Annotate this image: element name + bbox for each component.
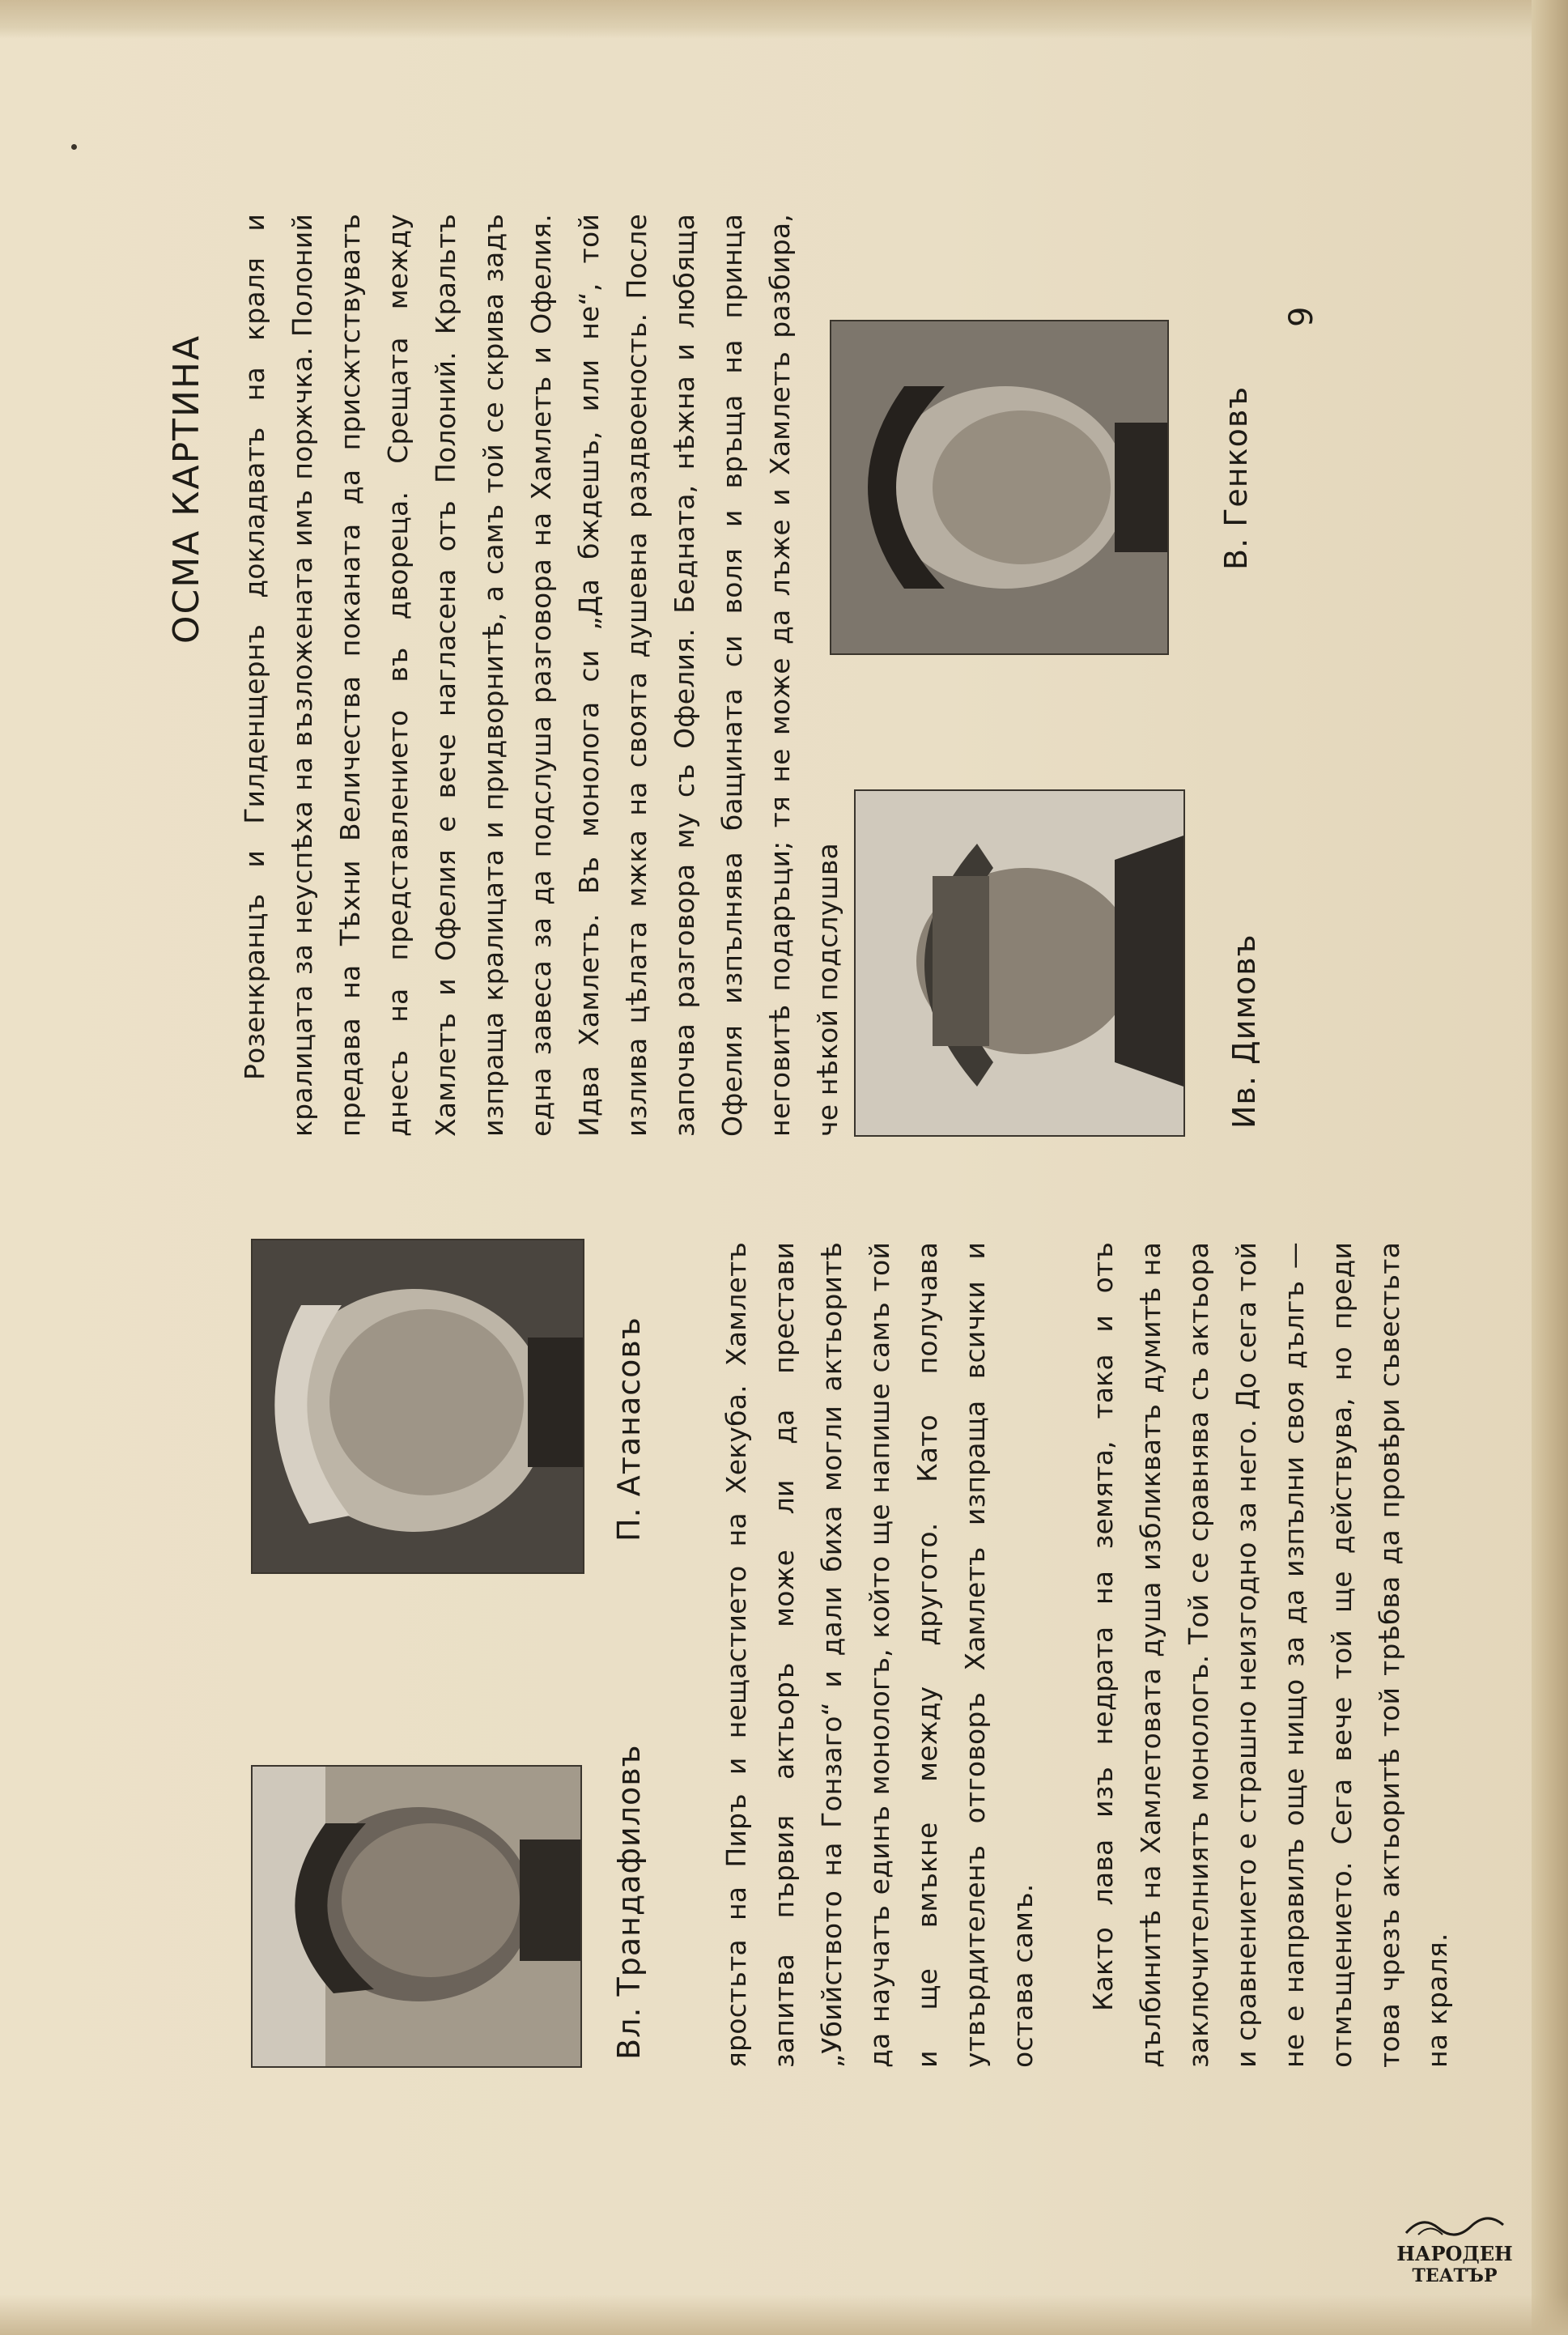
portrait-photo-atanasov (251, 1239, 584, 1574)
section-title: ОСМА КАРТИНА (166, 334, 207, 644)
caption-atanasov: П. Атанасовъ (611, 1316, 647, 1542)
left-text-column (712, 1242, 1494, 2068)
right-text-column (231, 214, 884, 1137)
page-number: 9 (1283, 306, 1320, 327)
theatre-stamp-logo (1394, 2210, 1515, 2287)
portrait-photo-dimov (854, 789, 1185, 1137)
portrait-photo-genkov (830, 320, 1169, 655)
left-paragraph-2: Както лава изъ недрата на земята, така и отъ дълбинитѣ на Хамлетовата душа избликватъ думитѣ на заключителниятъ монологъ. Той се сравнява съ актьора и сравнението е страшно неизгодно за него. До сега той не е направилъ още нищо за да изпълни своя дългъ — отмъщението. Сега вече той ще действува, но преди това чрезъ актьоритѣ той трѣбва да провѣри съвестьта на краля. (1087, 1242, 1453, 2068)
caption-dimov: Ив. Димовъ (1226, 934, 1262, 1129)
caption-trandafilov: Вл. Трандафиловъ (611, 1744, 647, 2060)
stamp-line-2: ТЕАТЪР (1412, 2265, 1498, 2286)
right-paragraph-1: Розенкранцъ и Гилденщернъ докладватъ на краля и кралицата за неуспѣха на възложената имъ поржчка. Полоний предава на Тѣхни Величества поканата да присжтствуватъ днесъ на представлението въ двореца. Срещата между Хамлетъ и Офелия е вече нагласена отъ Полоний. Кральтъ изпраща кралицата и придворнитѣ, а самъ той се скрива задъ една завеса за да подслуша разговора на Хамлетъ и Офелия. Идва Хамлетъ. Въ монолога си „Да бждешъ, или не“, той излива цѣлата мжка на своята душевна раздвоеность. После започва разговора му съ Офелия. Бедната, нѣжна и любяща Офелия изпълнява бащината си воля и връща на принца неговитѣ подаръци; тя не може да лъже и Хамлетъ разбира, че нѣкой подслушва (239, 214, 843, 1137)
left-paragraph-1: яростьта на Пиръ и нещастието на Хекуба. Хамлетъ запитва първия актьоръ може ли да престави „Убийството на Гонзаго“ и дали биха могли актьоритѣ да научатъ единъ монологъ, който ще напише самъ той и ще вмъкне между другото. Като получава утвърдителенъ отговоръ Хамлетъ изпраща всички и остава самъ. (720, 1242, 1039, 2068)
stamp-line-1: НАРОДЕН (1396, 2242, 1513, 2265)
caption-genkov: В. Генковъ (1218, 385, 1254, 570)
portrait-photo-trandafilov (251, 1765, 582, 2068)
